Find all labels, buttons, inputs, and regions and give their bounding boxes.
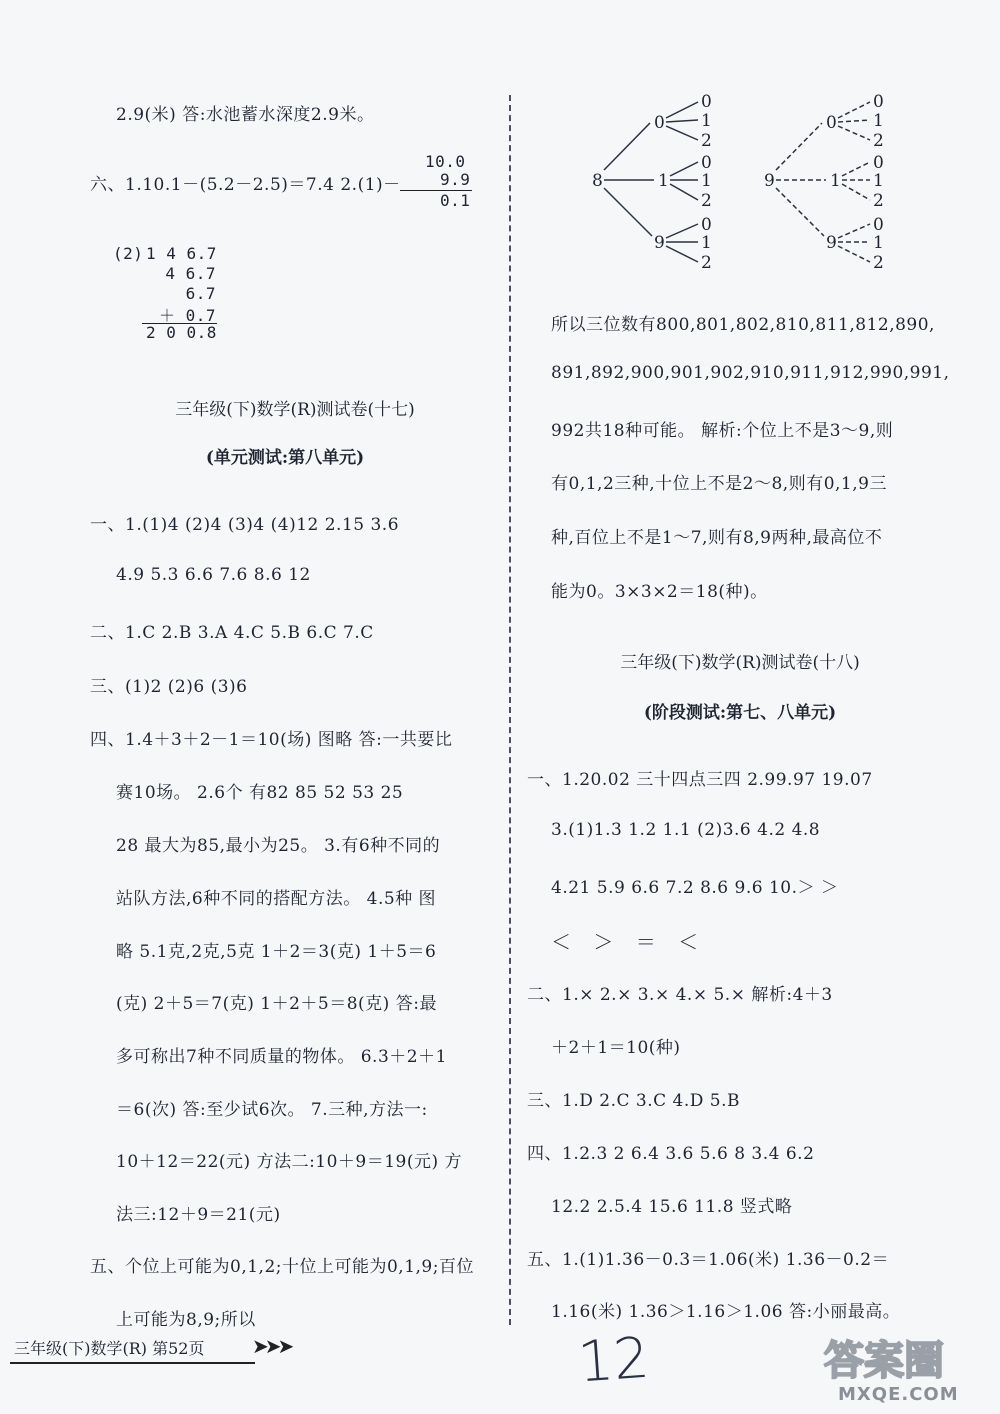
test-17-subtitle: (单元测试:第八单元) [205, 448, 365, 468]
svg-text:9: 9 [826, 233, 837, 253]
svg-text:2: 2 [701, 191, 712, 211]
left-line-10: 站队方法,6种不同的搭配方法。 4.5种 图 [116, 889, 437, 909]
right-line-11: 二、1.× 2.× 3.× 4.× 5.× 解析:4＋3 [527, 985, 833, 1005]
subtraction-mid: 9.9 [440, 170, 471, 189]
svg-text:1: 1 [830, 171, 841, 191]
svg-text:2: 2 [873, 253, 884, 273]
svg-text:1: 1 [873, 233, 884, 253]
svg-text:0: 0 [873, 92, 884, 112]
test-18-subtitle: (阶段测试:第七、八单元) [643, 703, 837, 723]
footer-rule [10, 1362, 255, 1364]
left-line-3: 一、1.(1)4 (2)4 (3)4 (4)12 2.15 3.6 [90, 515, 400, 535]
svg-text:0: 0 [701, 92, 712, 112]
svg-text:1: 1 [701, 233, 712, 253]
svg-text:1: 1 [873, 111, 884, 131]
tree-a-node-9: 9 [654, 233, 665, 253]
svg-text:0: 0 [701, 215, 712, 235]
test-18-title: 三年级(下)数学(R)测试卷(十八) [620, 653, 860, 673]
svg-text:1: 1 [701, 111, 712, 131]
left-line-13: 多可称出7种不同质量的物体。 6.3＋2＋1 [116, 1047, 447, 1067]
subtraction-result: 0.1 [440, 191, 471, 210]
handwritten-page-number: 12 [575, 1325, 652, 1396]
left-line-18: 上可能为8,9;所以 [116, 1310, 256, 1330]
left-line-7: 四、1.4＋3＋2－1＝10(场) 图略 答:一共要比 [90, 730, 453, 750]
right-line-1: 所以三位数有800,801,802,810,811,812,890, [551, 315, 935, 335]
addition-row-2: 4 6.7 [165, 264, 216, 283]
svg-text:2: 2 [701, 253, 712, 273]
left-line-12: (克) 2＋5＝7(克) 1＋2＋5＝8(克) 答:最 [116, 994, 437, 1014]
left-line-4: 4.9 5.3 6.6 7.6 8.6 12 [116, 565, 311, 585]
left-line-5: 二、1.C 2.B 3.A 4.C 5.B 6.C 7.C [90, 623, 374, 643]
right-line-14: 四、1.2.3 2 6.4 3.6 5.6 8 3.4 6.2 [527, 1144, 815, 1164]
left-line-15: 10＋12＝22(元) 方法二:10＋9＝19(元) 方 [116, 1152, 463, 1172]
column-divider [509, 95, 511, 1325]
left-line-17: 五、个位上可能为0,1,2;十位上可能为0,1,9;百位 [90, 1257, 474, 1277]
svg-text:2: 2 [701, 131, 712, 151]
left-line-6: 三、(1)2 (2)6 (3)6 [90, 677, 248, 697]
right-line-5: 种,百位上不是1～7,则有8,9两种,最高位不 [551, 528, 883, 548]
svg-text:2: 2 [873, 131, 884, 151]
right-line-6: 能为0。3×3×2＝18(种)。 [551, 582, 768, 602]
tree-b-root: 9 [764, 171, 775, 191]
right-line-7: 一、1.20.02 三十四点三四 2.99.97 19.07 [527, 770, 873, 790]
left-line-14: ＝6(次) 答:至少试6次。 7.三种,方法一: [116, 1100, 428, 1120]
svg-text:1: 1 [701, 171, 712, 191]
tree-a-node-0: 0 [654, 113, 665, 133]
left-line-11: 略 5.1克,2克,5克 1＋2＝3(克) 1＋5＝6 [116, 942, 437, 962]
right-line-3: 992共18种可能。 解析:个位上不是3～9,则 [551, 421, 894, 441]
watermark-text: MXQE.COM [838, 1384, 959, 1405]
tree-b [776, 102, 870, 262]
tree-a [604, 102, 698, 262]
right-line-17: 1.16(米) 1.36＞1.16＞1.06 答:小丽最高。 [551, 1302, 901, 1322]
tree-a-branch-9 [604, 188, 652, 236]
right-line-4: 有0,1,2三种,十位上不是2～8,则有0,1,9三 [551, 474, 887, 494]
svg-text:答案圈: 答案圈 [824, 1338, 944, 1384]
addition-row-3: 6.7 [185, 284, 216, 303]
left-line-16: 法三:12＋9＝21(元) [116, 1205, 281, 1225]
right-line-13: 三、1.D 2.C 3.C 4.D 5.B [527, 1091, 740, 1111]
left-line-8: 赛10场。 2.6个 有82 85 52 53 25 [116, 783, 404, 803]
svg-text:2: 2 [873, 191, 884, 211]
left-line-2: 六、1.10.1－(5.2－2.5)＝7.4 2.(1)－ [90, 175, 401, 195]
svg-text:0: 0 [873, 153, 884, 173]
right-line-2: 891,892,900,901,902,910,911,912,990,991, [551, 363, 950, 383]
svg-text:0: 0 [826, 113, 837, 133]
addition-row-1: 1 4 6.7 [146, 244, 217, 263]
right-line-15: 12.2 2.5.4 15.6 11.8 竖式略 [551, 1197, 793, 1217]
right-line-12: ＋2＋1＝10(种) [551, 1038, 681, 1058]
right-line-10: ＜ ＞ ＝ ＜ [551, 930, 707, 954]
addition-label: (2) [113, 244, 144, 263]
tree-a-branch-0 [604, 123, 650, 170]
left-line-9: 28 最大为85,最小为25。 3.有6种不同的 [116, 836, 441, 856]
tree-diagrams [590, 88, 900, 278]
tree-a-root: 8 [592, 171, 603, 191]
left-line-1: 2.9(米) 答:水池蓄水深度2.9米。 [116, 105, 375, 125]
page-footer-label: 三年级(下)数学(R) 第52页 [14, 1339, 205, 1358]
svg-text:0: 0 [701, 153, 712, 173]
svg-text:1: 1 [873, 171, 884, 191]
right-line-16: 五、1.(1)1.36－0.3＝1.06(米) 1.36－0.2＝ [527, 1250, 890, 1270]
addition-row-4: ＋ 0.7 [158, 306, 216, 325]
footer-arrows-icon: ➤➤➤ [252, 1334, 291, 1358]
test-17-title: 三年级(下)数学(R)测试卷(十七) [175, 400, 415, 420]
right-line-9: 4.21 5.9 6.6 7.2 8.6 9.6 10.＞ ＞ [551, 878, 839, 898]
right-line-8: 3.(1)1.3 1.2 1.1 (2)3.6 4.2 4.8 [551, 820, 821, 840]
svg-text:0: 0 [873, 215, 884, 235]
tree-a-node-1: 1 [658, 171, 669, 191]
addition-result: 2 0 0.8 [146, 323, 217, 342]
subtraction-top: 10.0 [425, 152, 466, 171]
